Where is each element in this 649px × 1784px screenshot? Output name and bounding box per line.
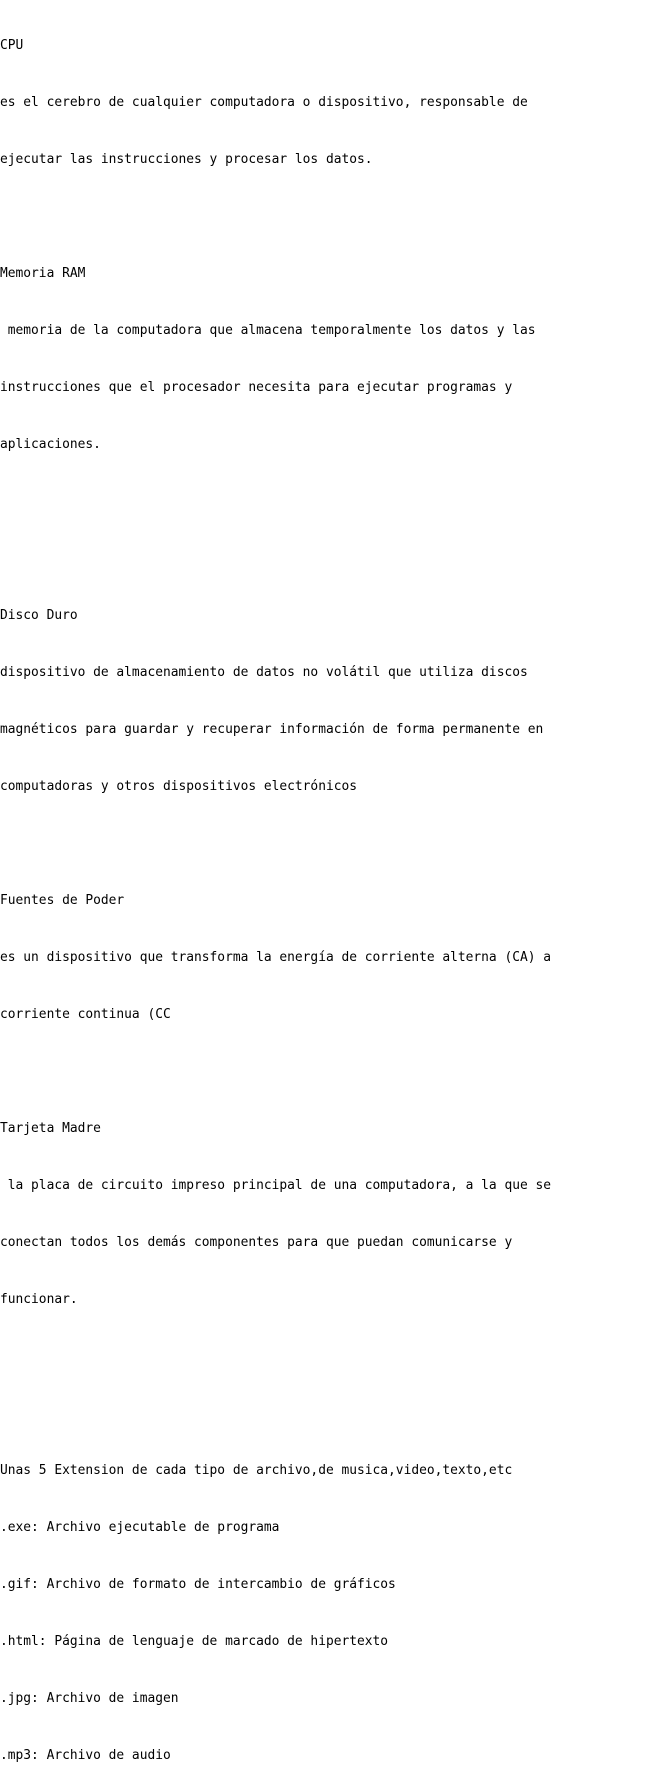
heading-cpu: CPU xyxy=(0,38,24,53)
ram-description-line: aplicaciones. xyxy=(0,437,101,452)
fuentes-description-line: corriente continua (CC xyxy=(0,1007,171,1022)
blank-line xyxy=(0,1062,649,1081)
blank-line xyxy=(0,492,649,511)
disco-description-line: magnéticos para guardar y recuperar información de forma permanente en xyxy=(0,722,544,737)
extension-item-jpg: .jpg: Archivo de imagen xyxy=(0,1691,179,1706)
blank-line xyxy=(0,1347,649,1366)
blank-line xyxy=(0,834,649,853)
heading-memoria-ram: Memoria RAM xyxy=(0,266,86,281)
ram-description-line: instrucciones que el procesador necesita para ejecutar programas y xyxy=(0,380,513,395)
cpu-description-line: es el cerebro de cualquier computadora o dispositivo, responsable de xyxy=(0,95,528,110)
tarjeta-description-line: funcionar. xyxy=(0,1292,78,1307)
fuentes-description-line: es un dispositivo que transforma la energía de corriente alterna (CA) a xyxy=(0,950,552,965)
heading-fuentes-de-poder: Fuentes de Poder xyxy=(0,893,125,908)
tarjeta-description-line: conectan todos los demás componentes para que puedan comunicarse y xyxy=(0,1235,513,1250)
extension-item-mp3: .mp3: Archivo de audio xyxy=(0,1748,171,1763)
disco-description-line: dispositivo de almacenamiento de datos no volátil que utiliza discos xyxy=(0,665,528,680)
blank-line xyxy=(0,207,649,226)
extension-item-gif: .gif: Archivo de formato de intercambio de gráficos xyxy=(0,1577,396,1592)
extension-item-html: .html: Página de lenguaje de marcado de hipertexto xyxy=(0,1634,389,1649)
extension-item-exe: .exe: Archivo ejecutable de programa xyxy=(0,1520,280,1535)
disco-description-line: computadoras y otros dispositivos electrónicos xyxy=(0,779,357,794)
heading-disco-duro: Disco Duro xyxy=(0,608,78,623)
ram-description-line: memoria de la computadora que almacena temporalmente los datos y las xyxy=(0,323,536,338)
blank-line xyxy=(0,549,649,568)
heading-extensiones: Unas 5 Extension de cada tipo de archivo,de musica,video,texto,etc xyxy=(0,1463,513,1478)
blank-line xyxy=(0,1404,649,1423)
cpu-description-line: ejecutar las instrucciones y procesar los datos. xyxy=(0,152,373,167)
tarjeta-description-line: la placa de circuito impreso principal de una computadora, a la que se xyxy=(0,1178,552,1193)
heading-tarjeta-madre: Tarjeta Madre xyxy=(0,1121,101,1136)
